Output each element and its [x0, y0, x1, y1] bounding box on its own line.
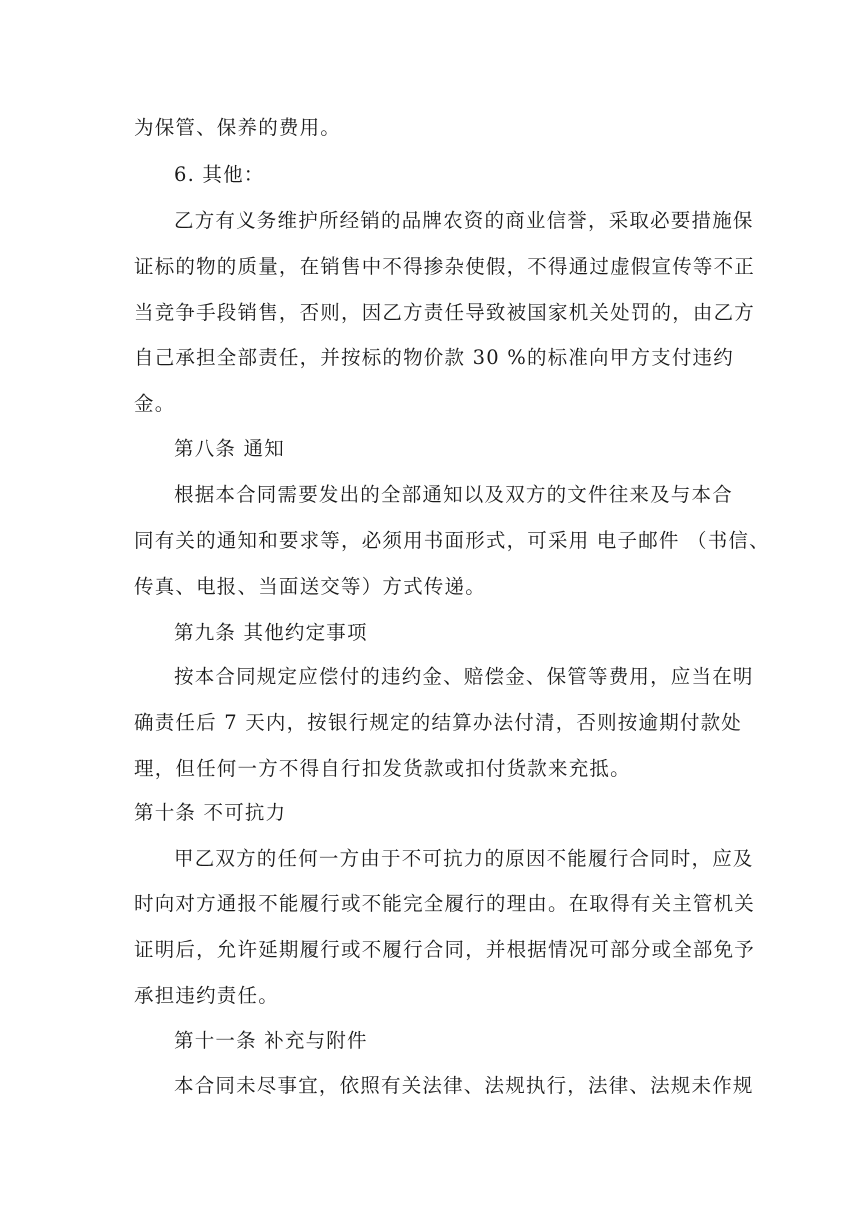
paragraph-line: 证明后，允许延期履行或不履行合同，并根据情况可部分或全部免予 — [134, 938, 756, 961]
paragraph-line: 本合同未尽事宜，依照有关法律、法规执行，法律、法规未作规 — [174, 1074, 754, 1097]
paragraph-line: 传真、电报、当面送交等）方式传递。 — [134, 575, 486, 598]
article-heading: 第九条 其他约定事项 — [174, 621, 368, 644]
article-heading: 第十条 不可抗力 — [134, 801, 287, 824]
paragraph-line: 同有关的通知和要求等，必须用书面形式，可采用 电子邮件 （书信、 — [134, 529, 770, 552]
paragraph-line: 根据本合同需要发出的全部通知以及双方的文件往来及与本合 — [174, 483, 733, 506]
paragraph-line: 时向对方通报不能履行或不能完全履行的理由。在取得有关主管机关 — [134, 892, 756, 915]
article-heading: 第八条 通知 — [174, 437, 285, 460]
paragraph-line: 金。 — [134, 392, 176, 415]
paragraph-line: 证标的物的质量，在销售中不得掺杂使假，不得通过虚假宣传等不正 — [134, 255, 756, 278]
paragraph-line: 乙方有义务维护所经销的品牌农资的商业信誉，采取必要措施保 — [174, 209, 754, 232]
paragraph-line: 确责任后 7 天内，按银行规定的结算办法付清，否则按逾期付款处 — [134, 711, 743, 734]
paragraph-line: 甲乙双方的任何一方由于不可抗力的原因不能履行合同时，应及 — [174, 847, 754, 870]
paragraph-line: 为保管、保养的费用。 — [134, 116, 342, 139]
article-heading: 第十一条 补充与附件 — [174, 1029, 368, 1052]
paragraph-line: 按本合同规定应偿付的违约金、赔偿金、保管等费用，应当在明 — [174, 665, 754, 688]
paragraph-line: 当竞争手段销售，否则，因乙方责任导致被国家机关处罚的，由乙方 — [134, 301, 756, 324]
paragraph-line: 理，但任何一方不得自行扣发货款或扣付货款来充抵。 — [134, 757, 631, 780]
section-heading: 6. 其他： — [174, 163, 265, 186]
paragraph-line: 承担违约责任。 — [134, 984, 279, 1007]
paragraph-line: 自己承担全部责任，并按标的物价款 30 %的标准向甲方支付违约 — [134, 346, 734, 369]
